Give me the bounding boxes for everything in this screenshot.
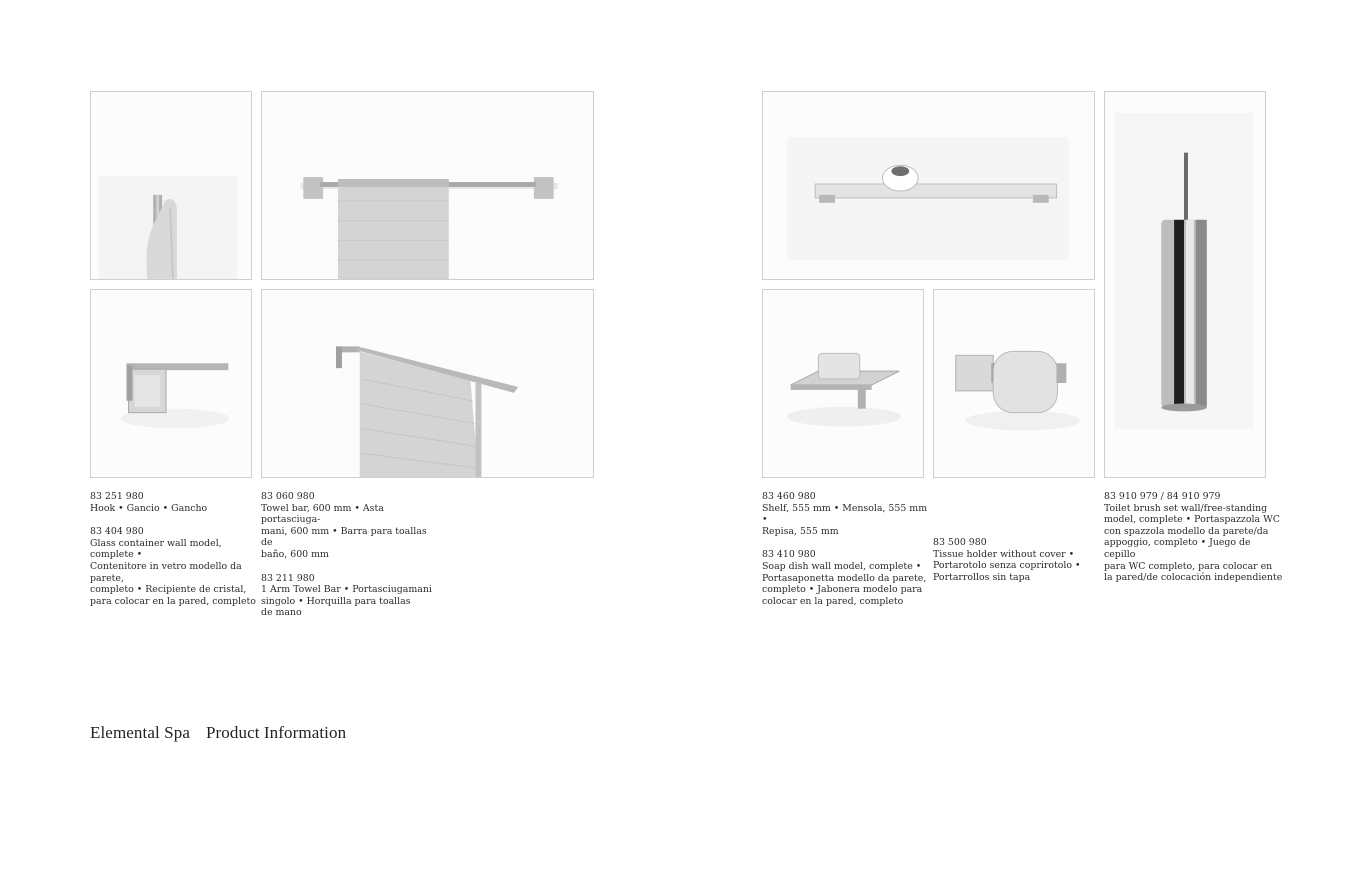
product-desc-soap-dish-line: Soap dish wall model, complete • bbox=[762, 560, 922, 572]
product-code-arm-towel-bar: 83 211 980 bbox=[261, 572, 315, 584]
product-desc-shelf-line: Repisa, 555 mm bbox=[762, 525, 839, 537]
image-shelf bbox=[762, 91, 1095, 280]
product-desc-toilet-brush-line: Toilet brush set wall/free-standing bbox=[1104, 502, 1268, 514]
product-code-glass-container: 83 404 980 bbox=[90, 526, 144, 538]
arm-towel-bar-photo bbox=[262, 290, 593, 477]
product-desc-soap-dish-line: completo • Jabonera modelo para bbox=[762, 584, 923, 596]
caption-towel-bars bbox=[261, 491, 441, 619]
tissue-holder-photo bbox=[934, 290, 1094, 477]
product-desc-arm-towel-bar-line: 1 Arm Towel Bar • Portasciugamani bbox=[261, 584, 432, 596]
product-code-soap-dish: 83 410 980 bbox=[762, 549, 816, 561]
product-desc-arm-towel-bar-line: singolo • Horquilla para toallas bbox=[261, 595, 411, 607]
product-code-hook: 83 251 980 bbox=[90, 491, 144, 502]
footer-section: Product Information bbox=[205, 723, 347, 742]
image-glass-container bbox=[90, 289, 252, 478]
glass-container-photo bbox=[91, 290, 251, 477]
product-desc-glass-container-line: completo • Recipiente de cristal, bbox=[90, 584, 247, 596]
product-code-tissue-holder: 83 500 980 bbox=[933, 537, 987, 548]
product-desc-towel-bar-line: Towel bar, 600 mm • Asta portasciuga- bbox=[261, 502, 384, 526]
product-desc-towel-bar-line: baño, 600 mm bbox=[261, 548, 329, 560]
product-code-towel-bar: 83 060 980 bbox=[261, 491, 315, 502]
caption-hook-and-glass bbox=[90, 491, 260, 607]
image-towel-bar bbox=[261, 91, 594, 280]
product-desc-soap-dish-line: colocar en la pared, completo bbox=[762, 595, 904, 607]
product-desc-toilet-brush-line: con spazzola modello da parete/da bbox=[1104, 525, 1269, 537]
caption-tissue-holder bbox=[933, 537, 1098, 583]
product-code-toilet-brush: 83 910 979 / 84 910 979 bbox=[1104, 491, 1221, 502]
image-soap-dish bbox=[762, 289, 924, 478]
product-desc-tissue-holder-line: Tissue holder without cover • bbox=[933, 548, 1075, 560]
caption-shelf-and-soap bbox=[762, 491, 932, 607]
page-footer bbox=[90, 723, 362, 743]
towel-bar-photo bbox=[262, 92, 593, 279]
image-toilet-brush bbox=[1104, 91, 1266, 478]
product-desc-arm-towel-bar-line: de mano bbox=[261, 607, 302, 619]
toilet-brush-photo bbox=[1105, 92, 1265, 477]
product-desc-hook: Hook • Gancio • Gancho bbox=[90, 502, 208, 514]
caption-toilet-brush bbox=[1104, 491, 1284, 584]
soap-dish-photo bbox=[763, 290, 923, 477]
product-desc-towel-bar-line: mani, 600 mm • Barra para toallas de bbox=[261, 525, 427, 549]
product-desc-soap-dish-line: Portasaponetta modello da parete, bbox=[762, 572, 927, 584]
product-desc-glass-container-line: para colocar en la pared, completo bbox=[90, 595, 256, 607]
hook-photo bbox=[91, 92, 251, 279]
product-code-shelf: 83 460 980 bbox=[762, 491, 816, 502]
product-desc-toilet-brush-line: la pared/de colocación independiente bbox=[1104, 572, 1283, 584]
product-desc-glass-container-line: Contenitore in vetro modello da parete, bbox=[90, 560, 242, 584]
image-arm-towel-bar bbox=[261, 289, 594, 478]
product-desc-shelf-line: Shelf, 555 mm • Mensola, 555 mm • bbox=[762, 502, 928, 526]
image-tissue-holder bbox=[933, 289, 1095, 478]
product-desc-toilet-brush-line: model, complete • Portaspazzola WC bbox=[1104, 514, 1280, 526]
shelf-photo bbox=[763, 92, 1094, 279]
product-desc-toilet-brush-line: appoggio, completo • Juego de cepillo bbox=[1104, 537, 1251, 560]
image-hook bbox=[90, 91, 252, 280]
product-desc-tissue-holder-line: Portarrollos sin tapa bbox=[933, 571, 1031, 583]
product-desc-toilet-brush-line: para WC completo, para colocar en bbox=[1104, 560, 1273, 572]
product-desc-tissue-holder-line: Portarotolo senza coprirotolo • bbox=[933, 560, 1081, 572]
footer-brand: Elemental Spa bbox=[90, 723, 190, 742]
product-desc-glass-container-line: Glass container wall model, complete • bbox=[90, 537, 222, 561]
